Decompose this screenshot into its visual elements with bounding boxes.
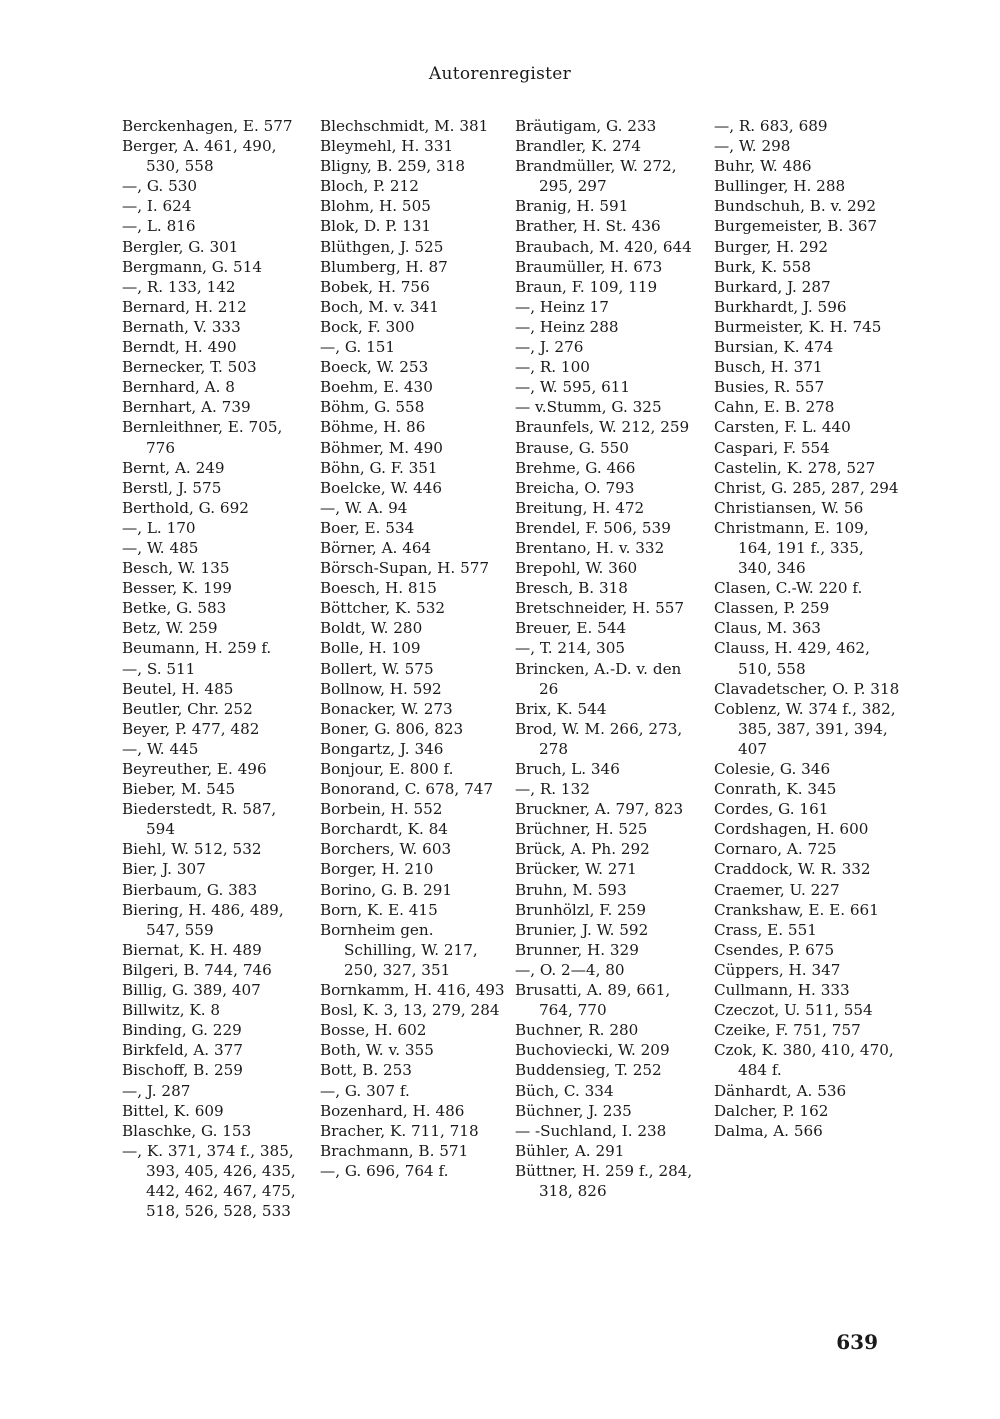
index-entry: Bernhart, A. 739 (122, 398, 251, 417)
index-entry: Claus, M. 363 (714, 619, 821, 638)
index-entry: Billig, G. 389, 407 (122, 981, 261, 1000)
index-column-4 (714, 116, 902, 1141)
index-entry: Clauss, H. 429, 462, 510, 558 (714, 639, 870, 678)
index-entry: Czok, K. 380, 410, 470, 484 f. (714, 1041, 894, 1080)
index-entry: Bier, J. 307 (122, 860, 206, 879)
index-entry: Brause, G. 550 (515, 438, 629, 457)
index-entry: Borchers, W. 603 (320, 840, 452, 859)
index-entry: Braun, F. 109, 119 (515, 277, 658, 296)
index-entry: Branig, H. 591 (515, 197, 629, 216)
index-entry: Biering, H. 486, 489, 547, 559 (122, 900, 284, 939)
index-entry: —, K. 371, 374 f., 385, 393, 405, 426, 435, 442, 462, 467, 475, 518, 526, 528, 533 (122, 1141, 296, 1221)
index-entry: Born, K. E. 415 (320, 900, 438, 919)
index-entry: Bollert, W. 575 (320, 659, 434, 678)
index-entry: Dalma, A. 566 (714, 1121, 823, 1140)
index-entry: Burkard, J. 287 (714, 277, 831, 296)
index-entry: Berstl, J. 575 (122, 478, 222, 497)
index-entry: —, L. 816 (122, 217, 196, 236)
index-entry: Christmann, E. 109, 164, 191 f., 335, 340, 346 (714, 518, 869, 578)
index-entry: Craemer, U. 227 (714, 880, 840, 899)
index-entry: —, R. 683, 689 (714, 117, 828, 135)
index-entry: Bernhard, A. 8 (122, 378, 235, 397)
index-entry: Burkhardt, J. 596 (714, 297, 847, 316)
index-entry: Büch, C. 334 (515, 1081, 614, 1100)
index-entry: Beyreuther, E. 496 (122, 760, 267, 778)
index-entry: Boeck, W. 253 (320, 358, 429, 377)
index-entry: Brücker, W. 271 (515, 860, 637, 879)
index-entry: Bundschuh, B. v. 292 (714, 197, 876, 216)
index-entry: —, W. 485 (122, 538, 199, 557)
index-entry: Conrath, K. 345 (714, 780, 837, 799)
index-entry: Boehm, E. 430 (320, 378, 433, 397)
page-number: 639 (836, 1330, 878, 1354)
index-entry: Csendes, P. 675 (714, 940, 835, 959)
index-entry: Bloch, P. 212 (320, 177, 419, 196)
index-entry: Bergmann, G. 514 (122, 257, 263, 276)
index-entry: —, W. 445 (122, 739, 199, 758)
index-entry: Bonacker, W. 273 (320, 699, 453, 718)
index-entry: Brincken, A.-D. v. den 26 (515, 659, 682, 698)
index-entry: Cordes, G. 161 (714, 800, 829, 819)
index-entry: Büttner, H. 259 f., 284, 318, 826 (515, 1161, 693, 1200)
index-entry: Buddensieg, T. 252 (515, 1061, 662, 1080)
index-entry: Böhn, G. F. 351 (320, 458, 438, 477)
index-entry: —, G. 530 (122, 177, 198, 196)
index-entry: Böhm, G. 558 (320, 398, 425, 417)
index-entry: Bock, F. 300 (320, 317, 415, 336)
index-entry: Bierbaum, G. 383 (122, 880, 258, 899)
index-entry: Berckenhagen, E. 577 (122, 117, 293, 135)
index-entry: Craddock, W. R. 332 (714, 860, 871, 879)
index-entry: Boner, G. 806, 823 (320, 719, 464, 738)
index-entry: Burmeister, K. H. 745 (714, 317, 882, 336)
index-entry: Crass, E. 551 (714, 920, 817, 939)
index-entry: Brather, H. St. 436 (515, 217, 661, 236)
index-entry: Czeczot, U. 511, 554 (714, 1001, 873, 1020)
index-entry: Blechschmidt, M. 381 (320, 117, 489, 135)
index-entry: Biehl, W. 512, 532 (122, 840, 262, 859)
index-entry: —, I. 624 (122, 197, 192, 216)
index-entry: Bonorand, C. 678, 747 (320, 780, 494, 799)
index-entry: —, W. 298 (714, 137, 791, 156)
index-entry: Bernath, V. 333 (122, 317, 241, 336)
index-entry: Crankshaw, E. E. 661 (714, 900, 879, 919)
page-title: Autorenregister (428, 64, 572, 84)
index-entry: Brunner, H. 329 (515, 940, 639, 959)
index-entry: Borger, H. 210 (320, 860, 434, 879)
index-entry: Berthold, G. 692 (122, 498, 249, 517)
index-entry: Bernt, A. 249 (122, 458, 225, 477)
index-entry: Brunier, J. W. 592 (515, 920, 649, 939)
index-entry: Colesie, G. 346 (714, 760, 831, 778)
index-entry: Beutler, Chr. 252 (122, 699, 253, 718)
index-entry: Both, W. v. 355 (320, 1041, 434, 1060)
index-entry: Bernleithner, E. 705, 776 (122, 418, 283, 457)
index-entry: —, G. 696, 764 f. (320, 1161, 449, 1180)
index-entry: Bretschneider, H. 557 (515, 599, 685, 618)
index-entry: Brod, W. M. 266, 273, 278 (515, 719, 683, 758)
index-entry: Bullinger, H. 288 (714, 177, 846, 196)
index-entry: Bernecker, T. 503 (122, 358, 257, 377)
index-entry: —, Heinz 17 (515, 297, 609, 316)
index-entry: Clavadetscher, O. P. 318 (714, 679, 900, 698)
index-entry: Borino, G. B. 291 (320, 880, 453, 899)
index-entry: Bongartz, J. 346 (320, 739, 444, 758)
index-entry: Brachmann, B. 571 (320, 1141, 469, 1160)
index-entry: Cordshagen, H. 600 (714, 820, 869, 839)
index-entry: Bilgeri, B. 744, 746 (122, 960, 272, 979)
index-entry: Brandler, K. 274 (515, 137, 642, 156)
index-entry: Bieber, M. 545 (122, 780, 236, 799)
index-entry: Böttcher, K. 532 (320, 599, 446, 618)
index-entry: —, O. 2—4, 80 (515, 960, 625, 979)
index-entry: Castelin, K. 278, 527 (714, 458, 876, 477)
index-entry: Bergler, G. 301 (122, 237, 239, 256)
index-entry: Burgemeister, B. 367 (714, 217, 878, 236)
index-entry: Borbein, H. 552 (320, 800, 443, 819)
index-entry: Beutel, H. 485 (122, 679, 234, 698)
index-column-1 (122, 116, 310, 1221)
index-entry: —, R. 132 (515, 780, 590, 799)
index-entry: Blok, D. P. 131 (320, 217, 432, 236)
index-entry: Blaschke, G. 153 (122, 1121, 252, 1140)
index-entry: Brandmüller, W. 272, 295, 297 (515, 157, 677, 196)
index-entry: Busch, H. 371 (714, 358, 823, 377)
index-entry: Bruckner, A. 797, 823 (515, 800, 684, 819)
index-entry: Bernard, H. 212 (122, 297, 247, 316)
index-entry: Blüthgen, J. 525 (320, 237, 444, 256)
index-entry: Brepohl, W. 360 (515, 559, 638, 578)
index-entry: Böhmer, M. 490 (320, 438, 443, 457)
index-entry: Besser, K. 199 (122, 579, 232, 598)
index-entry: Bischoff, B. 259 (122, 1061, 243, 1080)
index-entry: Bleymehl, H. 331 (320, 137, 454, 156)
index-entry: Boesch, H. 815 (320, 579, 437, 598)
index-entry: Betz, W. 259 (122, 619, 218, 638)
index-entry: Bruhn, M. 593 (515, 880, 627, 899)
index-entry: Bräutigam, G. 233 (515, 117, 657, 135)
index-entry: Boldt, W. 280 (320, 619, 423, 638)
index-entry: Bursian, K. 474 (714, 338, 834, 357)
index-entry: Boch, M. v. 341 (320, 297, 439, 316)
index-entry: Brehme, G. 466 (515, 458, 636, 477)
index-entry: Beyer, P. 477, 482 (122, 719, 260, 738)
index-entry: Burger, H. 292 (714, 237, 829, 256)
index-entry: Breicha, O. 793 (515, 478, 635, 497)
index-entry: Braunfels, W. 212, 259 (515, 418, 690, 437)
index-entry: Bozenhard, H. 486 (320, 1101, 465, 1120)
index-entry: — v.Stumm, G. 325 (515, 398, 662, 417)
index-entry: Cornaro, A. 725 (714, 840, 837, 859)
index-entry: —, G. 151 (320, 338, 396, 357)
index-entry: Brück, A. Ph. 292 (515, 840, 650, 859)
index-entry: Bracher, K. 711, 718 (320, 1121, 479, 1140)
index-entry: —, R. 100 (515, 358, 590, 377)
index-entry: Bolle, H. 109 (320, 639, 421, 658)
index-entry: Brunhölzl, F. 259 (515, 900, 647, 919)
index-entry: Busies, R. 557 (714, 378, 825, 397)
index-column-3 (515, 116, 703, 1201)
index-entry: Braumüller, H. 673 (515, 257, 663, 276)
index-entry: —, Heinz 288 (515, 317, 619, 336)
index-entry: Brix, K. 544 (515, 699, 607, 718)
index-entry: Bruch, L. 346 (515, 760, 620, 778)
index-entry: Buchoviecki, W. 209 (515, 1041, 670, 1060)
index-entry: —, L. 170 (122, 518, 196, 537)
index-entry: Börsch-Supan, H. 577 (320, 559, 490, 578)
index-entry: Binding, G. 229 (122, 1021, 242, 1040)
index-entry: —, J. 287 (122, 1081, 191, 1100)
index-entry: Classen, P. 259 (714, 599, 830, 618)
index-entry: —, R. 133, 142 (122, 277, 236, 296)
index-entry: Christ, G. 285, 287, 294 (714, 478, 899, 497)
index-entry: Bornheim gen. Schilling, W. 217, 250, 327, 351 (320, 920, 478, 979)
index-entry: Dalcher, P. 162 (714, 1101, 829, 1120)
index-entry: Borchardt, K. 84 (320, 820, 448, 839)
index-entry: Czeike, F. 751, 757 (714, 1021, 861, 1040)
index-entry: Brüchner, H. 525 (515, 820, 648, 839)
index-entry: Bornkamm, H. 416, 493 (320, 981, 505, 1000)
index-entry: Cullmann, H. 333 (714, 981, 850, 1000)
index-entry: Böhme, H. 86 (320, 418, 426, 437)
index-entry: Betke, G. 583 (122, 599, 227, 618)
index-entry: Brusatti, A. 89, 661, 764, 770 (515, 981, 671, 1020)
index-entry: Breitung, H. 472 (515, 498, 645, 517)
index-entry: Bresch, B. 318 (515, 579, 628, 598)
index-entry: Carsten, F. L. 440 (714, 418, 851, 437)
index-entry: Bobek, H. 756 (320, 277, 430, 296)
index-entry: Clasen, C.-W. 220 f. (714, 579, 863, 598)
index-entry: Coblenz, W. 374 f., 382, 385, 387, 391, 394, 407 (714, 699, 896, 758)
index-entry: —, J. 276 (515, 338, 584, 357)
index-column-2 (320, 116, 508, 1181)
index-entry: Boelcke, W. 446 (320, 478, 443, 497)
index-entry: Berndt, H. 490 (122, 338, 237, 357)
index-entry: Buhr, W. 486 (714, 157, 812, 176)
index-entry: Cüppers, H. 347 (714, 960, 841, 979)
index-entry: —, S. 511 (122, 659, 196, 678)
index-entry: —, G. 307 f. (320, 1081, 410, 1100)
index-entry: Burk, K. 558 (714, 257, 812, 276)
index-entry: Boer, E. 534 (320, 518, 415, 537)
index-entry: Birkfeld, A. 377 (122, 1041, 243, 1060)
index-entry: Brentano, H. v. 332 (515, 538, 665, 557)
index-entry: — -Suchland, I. 238 (515, 1121, 667, 1140)
index-entry: Dänhardt, A. 536 (714, 1081, 847, 1100)
index-entry: Bligny, B. 259, 318 (320, 157, 466, 176)
index-entry: Besch, W. 135 (122, 559, 230, 578)
index-entry: Bosl, K. 3, 13, 279, 284 (320, 1001, 500, 1020)
index-entry: Bott, B. 253 (320, 1061, 412, 1080)
index-entry: Bollnow, H. 592 (320, 679, 442, 698)
index-entry: Büchner, J. 235 (515, 1101, 632, 1120)
index-entry: —, W. A. 94 (320, 498, 408, 517)
index-entry: Bühler, A. 291 (515, 1141, 625, 1160)
index-entry: Christiansen, W. 56 (714, 498, 864, 517)
index-entry: Braubach, M. 420, 644 (515, 237, 692, 256)
index-entry: Berger, A. 461, 490, 530, 558 (122, 137, 277, 176)
index-entry: Buchner, R. 280 (515, 1021, 639, 1040)
index-entry: Caspari, F. 554 (714, 438, 830, 457)
index-entry: Brendel, F. 506, 539 (515, 518, 671, 537)
index-entry: Breuer, E. 544 (515, 619, 627, 638)
index-entry: Billwitz, K. 8 (122, 1001, 221, 1020)
index-entry: Börner, A. 464 (320, 538, 432, 557)
index-entry: Blohm, H. 505 (320, 197, 431, 216)
index-entry: Bosse, H. 602 (320, 1021, 427, 1040)
index-entry: Bittel, K. 609 (122, 1101, 224, 1120)
index-entry: —, T. 214, 305 (515, 639, 626, 658)
index-entry: Biernat, K. H. 489 (122, 940, 262, 959)
index-entry: Biederstedt, R. 587, 594 (122, 800, 277, 839)
index-entry: Cahn, E. B. 278 (714, 398, 835, 417)
index-entry: Beumann, H. 259 f. (122, 639, 272, 658)
index-entry: —, W. 595, 611 (515, 378, 631, 397)
index-entry: Bonjour, E. 800 f. (320, 760, 454, 778)
index-entry: Blumberg, H. 87 (320, 257, 448, 276)
